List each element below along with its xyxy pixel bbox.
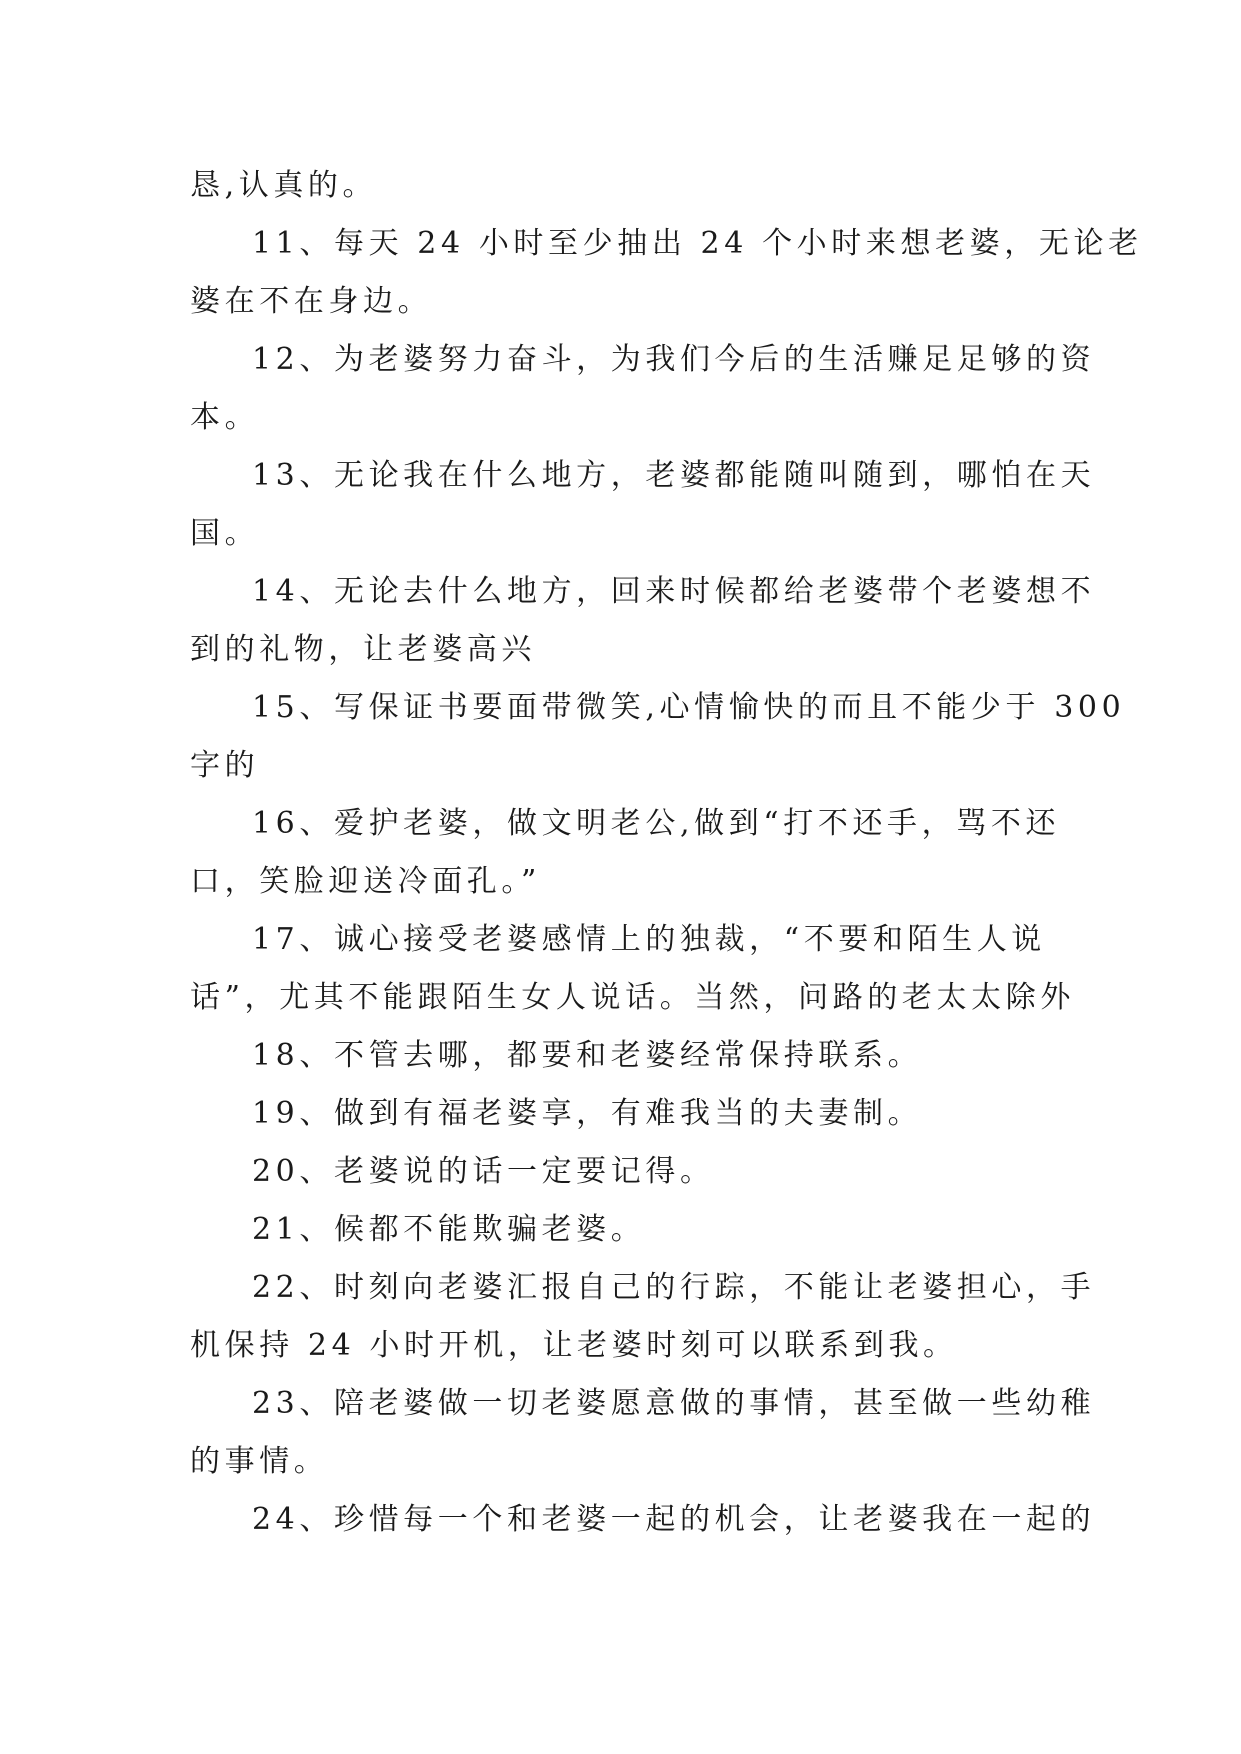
text-line: 本。 [190, 400, 260, 435]
text-line: 11、每天 24 小时至少抽出 24 个小时来想老婆，无论老 [252, 226, 1143, 261]
text-line: 17、诚心接受老婆感情上的独裁，“不要和陌生人说 [252, 922, 1046, 957]
text-line: 话”，尤其不能跟陌生女人说话。当然，问路的老太太除外 [190, 980, 1075, 1015]
text-line: 恳,认真的。 [190, 168, 378, 203]
text-line: 22、时刻向老婆汇报自己的行踪，不能让老婆担心，手 [252, 1270, 1096, 1305]
text-line: 21、候都不能欺骗老婆。 [252, 1212, 646, 1247]
text-line: 23、陪老婆做一切老婆愿意做的事情，甚至做一些幼稚 [252, 1386, 1096, 1421]
text-line: 机保持 24 小时开机，让老婆时刻可以联系到我。 [190, 1328, 958, 1363]
text-line: 14、无论去什么地方，回来时候都给老婆带个老婆想不 [252, 574, 1096, 609]
text-line: 国。 [190, 516, 260, 551]
text-line: 24、珍惜每一个和老婆一起的机会，让老婆我在一起的 [252, 1502, 1096, 1537]
text-line: 16、爱护老婆，做文明老公,做到“打不还手，骂不还 [252, 806, 1061, 841]
text-line: 婆在不在身边。 [190, 284, 433, 319]
text-line: 13、无论我在什么地方，老婆都能随叫随到，哪怕在天 [252, 458, 1096, 493]
text-line: 12、为老婆努力奋斗，为我们今后的生活赚足足够的资 [252, 342, 1096, 377]
text-line: 到的礼物，让老婆高兴 [190, 632, 536, 667]
text-line: 19、做到有福老婆享，有难我当的夫妻制。 [252, 1096, 923, 1131]
text-line: 口，笑脸迎送冷面孔。” [190, 864, 541, 899]
text-line: 15、写保证书要面带微笑,心情愉快的而且不能少于 300 [252, 690, 1126, 725]
text-line: 的事情。 [190, 1444, 329, 1479]
text-line: 18、不管去哪，都要和老婆经常保持联系。 [252, 1038, 923, 1073]
text-line: 字的 [190, 748, 260, 783]
document-body [190, 157, 1143, 1549]
text-line: 20、老婆说的话一定要记得。 [252, 1154, 715, 1189]
